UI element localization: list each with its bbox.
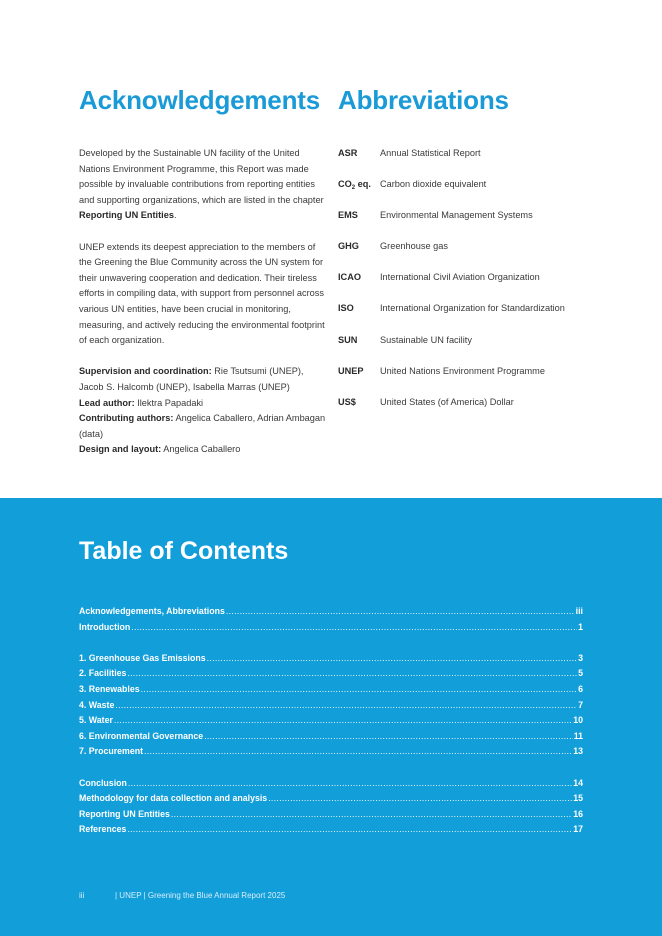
toc-entry[interactable] <box>79 776 583 792</box>
abbreviation-key-suffix: eq. <box>355 179 371 190</box>
toc-spacer <box>79 635 583 651</box>
toc-list <box>79 604 583 838</box>
abbreviation-key-base: CO <box>338 179 352 190</box>
abbreviations-list <box>338 146 608 426</box>
abbreviation-key: GHG <box>338 241 359 252</box>
toc-leader-dots <box>171 807 572 823</box>
toc-entry-label: Methodology for data collection and analysis <box>79 793 268 804</box>
toc-leader-dots <box>127 666 577 682</box>
toc-entry-page: 7 <box>578 699 583 710</box>
abbreviation-row <box>338 333 608 364</box>
toc-entry[interactable] <box>79 791 583 807</box>
abbreviation-value: Sustainable UN facility <box>380 334 472 345</box>
toc-entry[interactable] <box>79 682 583 698</box>
abbreviation-row <box>338 208 608 239</box>
abbreviation-key: ISO <box>338 303 354 314</box>
toc-title: Table of Contents <box>79 537 289 565</box>
credit-label: Supervision and coordination: <box>79 366 212 377</box>
toc-leader-dots <box>128 776 572 792</box>
toc-entry[interactable] <box>79 666 583 682</box>
credit-label: Design and layout: <box>79 444 162 455</box>
toc-leader-dots <box>114 713 572 729</box>
toc-leader-dots <box>144 744 572 760</box>
toc-entry-page: 11 <box>573 730 583 741</box>
toc-entry-label: References <box>79 824 127 835</box>
toc-leader-dots <box>204 729 573 745</box>
toc-entry[interactable] <box>79 822 583 838</box>
toc-entry[interactable] <box>79 729 583 745</box>
toc-entry-page: 1 <box>578 621 583 632</box>
toc-entry-page: 17 <box>573 824 583 835</box>
toc-leader-dots <box>207 651 577 667</box>
abbreviations-column <box>338 84 608 426</box>
toc-leader-dots <box>226 604 575 620</box>
abbreviation-value: United Nations Environment Programme <box>380 365 545 376</box>
abbreviation-value: United States (of America) Dollar <box>380 396 514 407</box>
abbreviation-value: Greenhouse gas <box>380 241 448 252</box>
abbreviation-key: US$ <box>338 396 356 407</box>
abbreviation-key: UNEP <box>338 365 364 376</box>
acknowledgements-column <box>79 84 327 458</box>
credit-value: Angelica Caballero, Adrian Ambagan (data) <box>79 413 326 439</box>
acknowledgements-title: Acknowledgements <box>79 85 320 115</box>
toc-entry-label: 3. Renewables <box>79 683 140 694</box>
abbreviation-value: International Organization for Standardization <box>380 303 565 314</box>
acknowledgements-paragraph-2: UNEP extends its deepest appreciation to the members of the Greening the Blue Community across the UN system for their unwavering cooperation and dedication. Their tireless efforts in compiling data, with support from personnel across various UN entities, have been crucial in monitoring, measuring, and actively reducing the environmental footprint of each organization. <box>79 241 325 346</box>
toc-entry-label: 7. Procurement <box>79 746 144 757</box>
toc-entry-label: 1. Greenhouse Gas Emissions <box>79 652 206 663</box>
abbreviation-row <box>338 270 608 301</box>
toc-entry-page: iii <box>575 606 583 616</box>
acknowledgements-paragraph-1 <box>79 146 327 224</box>
toc-spacer <box>79 760 583 776</box>
abbreviation-value: Annual Statistical Report <box>380 148 481 158</box>
footer-page-number: iii <box>79 891 85 900</box>
toc-entry-label: Reporting UN Entities <box>79 808 170 819</box>
abbreviation-key: SUN <box>338 334 358 345</box>
abbreviations-title: Abbreviations <box>338 85 509 115</box>
credit-item <box>79 396 327 412</box>
para1-end: . <box>173 210 177 221</box>
abbreviation-value: International Civil Aviation Organization <box>380 272 540 283</box>
toc-entry[interactable] <box>79 713 583 729</box>
abbreviation-value: Environmental Management Systems <box>380 210 533 221</box>
toc-leader-dots <box>141 682 577 698</box>
toc-entry-label: 5. Water <box>79 715 113 726</box>
credit-value: Ilektra Papadaki <box>134 397 204 408</box>
acknowledgements-body <box>79 146 327 458</box>
credit-label: Contributing authors: <box>79 413 174 424</box>
toc-entry-label: 6. Environmental Governance <box>79 730 204 741</box>
abbreviation-key: ICAO <box>338 272 361 283</box>
credit-label: Lead author: <box>79 397 135 408</box>
abbreviation-row <box>338 239 608 270</box>
toc-leader-dots <box>115 698 577 714</box>
abbreviation-value: Carbon dioxide equivalent <box>380 179 487 190</box>
abbreviation-key: EMS <box>338 210 358 221</box>
toc-entry-label: 2. Facilities <box>79 668 127 679</box>
toc-entry-label: Introduction <box>79 621 131 632</box>
abbreviation-row <box>338 177 608 208</box>
abbreviation-key-subscript: 2 <box>351 185 356 192</box>
credit-item <box>79 442 327 458</box>
reporting-entities-link-text: Reporting UN Entities <box>79 210 174 221</box>
page-footer <box>79 891 285 900</box>
toc-entry[interactable] <box>79 620 583 636</box>
toc-entry-label: 4. Waste <box>79 699 115 710</box>
credit-value: Rie Tsutsumi (UNEP), Jacob S. Halcomb (UNEP), Isabella Marras (UNEP) <box>79 366 304 392</box>
toc-entry-label: Conclusion <box>79 777 127 788</box>
toc-entry-page: 15 <box>573 793 583 804</box>
toc-entry-page: 14 <box>573 777 583 788</box>
toc-leader-dots <box>131 620 577 636</box>
toc-entry[interactable] <box>79 807 583 823</box>
toc-leader-dots <box>268 791 572 807</box>
credit-item <box>79 364 327 395</box>
toc-entry-page: 10 <box>573 715 583 726</box>
credit-item <box>79 411 327 442</box>
credits-list <box>79 364 327 458</box>
toc-entry-page: 16 <box>573 808 583 819</box>
toc-leader-dots <box>127 822 572 838</box>
para1-text: Developed by the Sustainable UN facility of the United Nations Environment Programme, this Report was made possible by invaluable contributions from reporting entities and supporting organizations, which are listed in the chapter <box>79 148 324 205</box>
toc-entry-label: Acknowledgements, Abbreviations <box>79 606 225 616</box>
abbreviation-row <box>338 395 608 426</box>
toc-entry-page: 5 <box>578 668 583 679</box>
abbreviation-key: ASR <box>338 148 358 158</box>
toc-entry[interactable] <box>79 604 583 620</box>
credit-value: Angelica Caballero <box>161 444 241 455</box>
toc-entry-page: 3 <box>578 652 583 663</box>
toc-entry[interactable] <box>79 744 583 760</box>
toc-entry-page: 6 <box>578 683 583 694</box>
abbreviation-row <box>338 146 608 177</box>
toc-entry[interactable] <box>79 698 583 714</box>
abbreviation-key <box>338 177 380 208</box>
abbreviation-row <box>338 301 608 332</box>
table-of-contents-section <box>0 498 662 936</box>
toc-entry-page: 13 <box>573 746 583 757</box>
footer-text: | UNEP | Greening the Blue Annual Report 2025 <box>115 891 286 900</box>
abbreviation-row <box>338 364 608 395</box>
toc-entry[interactable] <box>79 651 583 667</box>
